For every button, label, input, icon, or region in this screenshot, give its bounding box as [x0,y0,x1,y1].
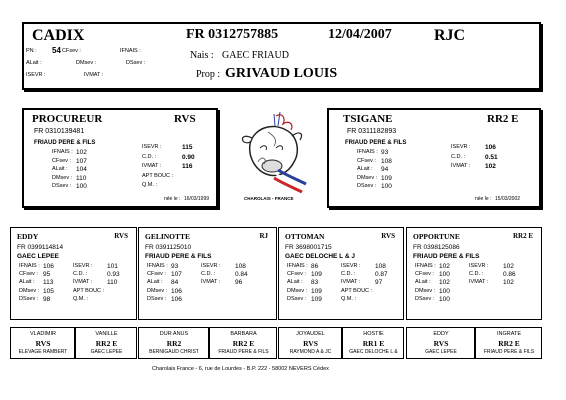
stat-value: 0.93 [107,271,120,279]
stat-label: CFsev : [19,271,38,278]
stat-row [147,264,178,271]
stat-label: IVMAT : [73,279,93,286]
stat-value: 83 [311,279,319,287]
stat-label: DSsev : [357,183,377,189]
dmsev-label: DMsev : [76,60,97,66]
great-grandparent-pair [10,327,137,359]
stat-row [469,272,516,279]
sire-card [22,108,218,208]
stat-label: APT BOUC : [142,172,174,179]
great-grandparent-breeder: GAEC LEPEE [90,349,123,355]
logo-caption: CHAROLAIS - FRANCE [244,196,294,201]
dam-id: FR 0311182893 [347,128,397,135]
stat-row [451,155,498,162]
stat-value: 86 [311,263,319,270]
stat-label: IVMAT : [142,163,162,169]
stat-value: 93 [171,263,179,270]
stat-label: Q.M. : [142,182,157,188]
stat-value: 102 [439,279,450,287]
stat-row [201,264,246,271]
stat-label: IVMAT : [469,279,489,286]
stat-row [415,264,450,271]
stat-value: 116 [182,163,193,170]
great-grandparent-name: VANILLE [95,331,118,337]
stat-row [357,159,392,166]
great-grandparent-cell [11,328,75,358]
stat-row [147,289,182,296]
sire-breeder: FRIAUD PERE & FILS [34,140,96,146]
stat-row [52,150,87,157]
stat-label: CFsev : [415,271,434,278]
stat-row [142,155,195,162]
stat-value: 102 [503,263,514,270]
stat-value: 110 [76,174,87,182]
great-grandparent-name: VLADIMIR [30,331,56,337]
stat-value: 106 [43,263,54,270]
stat-label: Q.M. : [73,295,88,302]
stat-value: 108 [381,157,392,165]
stat-value: 113 [43,279,54,287]
stat-label: DMsev : [415,287,436,294]
prop-label: Prop : [196,69,221,80]
stat-value: 104 [76,166,87,173]
stat-label: ALait : [52,166,68,172]
stat-value: 102 [503,279,514,287]
stat-value: 102 [485,163,496,170]
grandparent-name: GELINOTTE [145,232,191,241]
stat-row [52,176,86,183]
stat-label: IVMAT : [451,163,471,169]
stat-label: IFNAIS : [52,149,73,155]
great-grandparent-cell [209,328,278,358]
stat-row [287,280,318,287]
stat-value: 0.87 [375,271,388,279]
stat-row [287,272,322,279]
great-grandparent-breeder: FRIAUD PERE & FILS [218,349,269,355]
stat-label: ISEVR : [469,263,489,269]
stat-row [142,174,182,180]
stat-value: 100 [381,183,392,190]
stat-value: 97 [375,279,383,287]
great-grandparent-breeder: ELEVAGE RAMBERT [18,349,68,355]
stat-row [19,272,50,279]
stat-value: 0.90 [182,153,195,161]
stat-label: ISEVR : [451,144,471,150]
stat-label: Q.M. : [341,295,356,302]
great-grandparent-code: RR1 E [362,339,385,348]
grandparent-id: FR 0398125086 [413,244,460,251]
stat-label: C.D. : [201,271,216,278]
grandparent-card [10,227,137,320]
stat-row [142,145,193,152]
dam-born-value: 15/03/2002 [495,196,521,202]
report-date: 12/04/2007 [328,27,392,42]
sire-id: FR 0310139481 [34,128,85,135]
animal-name: CADIX [32,27,85,44]
stat-value: 109 [311,295,322,303]
stat-value: 93 [381,149,389,156]
grandparent-code: RJ [259,232,268,240]
stat-label: ALait : [19,279,35,286]
stat-row [415,272,450,279]
great-grandparent-breeder: RAYMOND A & JC [289,349,332,355]
stat-value: 106 [171,287,182,295]
dam-breeder: FRIAUD PERE & FILS [345,140,407,146]
great-grandparent-breeder: GAEC LEPEE [425,349,457,355]
stat-row [341,280,382,287]
stat-value: 108 [235,263,246,270]
stat-row [451,164,496,171]
stat-label: C.D. : [451,153,466,160]
great-grandparent-code: RR2 E [95,339,118,348]
stat-row [147,280,178,287]
stat-row [73,289,107,295]
great-grandparent-breeder: GAEC DELOCHE L & [349,349,398,355]
animal-id: FR 0312757885 [186,27,279,42]
stat-label: DMsev : [19,287,40,294]
stat-label: CFsev : [147,271,166,278]
great-grandparent-name: EDDY [433,331,449,337]
stat-row [52,159,87,166]
stat-label: ISEVR : [73,263,93,269]
prop-value: GRIVAUD LOUIS [225,66,338,81]
stat-value: 0.84 [235,271,248,279]
stat-value: 109 [311,271,322,279]
stat-label: IVMAT : [341,279,361,286]
great-grandparent-pair [278,327,404,359]
nais-value: GAEC FRIAUD [222,50,289,61]
great-grandparent-name: HOSTIE [363,331,384,337]
stat-row [415,297,450,304]
stat-label: IFNAIS : [19,263,40,269]
stat-value: 102 [439,263,450,270]
stat-value: 106 [485,144,496,151]
grandparent-id: FR 0391125010 [145,244,192,251]
stat-row [201,272,248,279]
great-grandparent-cell [279,328,342,358]
alait-label: ALait : [26,60,42,66]
cfsev-label: CFsev : [62,48,81,54]
stat-row [52,184,87,191]
stat-value: 106 [171,295,182,303]
grandparent-breeder: GAEC LEPEE [17,253,59,260]
stat-row [341,289,375,295]
stat-label: C.D. : [142,153,157,160]
great-grandparent-name: BARBARA [230,331,257,337]
nais-label: Nais : [190,50,214,61]
stat-label: ALait : [357,166,373,172]
stat-label: IFNAIS : [147,263,168,269]
stat-row [147,297,182,304]
stat-row [451,145,496,152]
stat-value: 101 [107,263,118,270]
stat-value: 95 [43,271,51,279]
stat-row [19,264,54,271]
grandparent-breeder: FRIAUD PERE & FILS [413,253,480,260]
great-grandparent-cell [342,328,405,358]
great-grandparent-code: RR2 E [232,339,255,348]
sire-name: PROCUREUR [32,113,103,125]
stat-label: CFsev : [52,157,71,164]
stat-value: 108 [375,263,386,270]
stat-label: DMsev : [147,287,168,294]
stat-row [73,297,107,303]
stat-row [19,280,53,287]
stat-value: 102 [76,149,87,156]
charolais-logo [228,104,318,208]
stat-value: 100 [439,295,450,303]
stat-row [73,264,118,271]
stat-label: IFNAIS : [357,149,378,155]
stat-row [52,167,87,174]
stat-row [357,167,388,174]
stat-row [142,164,193,171]
animal-code: RJC [434,27,466,44]
stat-row [357,184,392,191]
ivmat-label: IVMAT : [84,72,104,78]
stat-value: 107 [76,157,87,165]
grandparent-code: RR2 E [512,232,533,240]
stat-label: IFNAIS : [287,263,308,269]
grandparent-card [138,227,277,320]
great-grandparent-name: JOYAUDEL [296,331,325,337]
stat-value: 0.86 [503,271,516,279]
great-grandparent-code: RR2 E [498,339,520,348]
stat-value: 94 [381,166,389,173]
stat-row [287,289,322,296]
stat-label: CFsev : [287,271,306,278]
stat-label: DMsev : [357,174,378,181]
stat-label: APT BOUC : [73,287,105,294]
stat-row [201,280,242,287]
stat-label: C.D. : [341,271,356,278]
great-grandparent-code: RR2 [166,339,182,348]
header-panel [22,22,541,90]
stat-row [287,264,318,271]
stat-value: 98 [43,295,51,303]
stat-row [357,150,388,157]
stat-row [341,272,388,279]
stat-label: ALait : [415,279,431,286]
bull-head-icon [228,104,318,194]
great-grandparent-name: DUR ANUS [159,331,189,337]
isevr-label: ISEVR : [26,72,46,78]
grandparent-code: RVS [114,232,128,240]
stat-row [19,289,54,296]
grandparent-name: EDDY [17,232,39,241]
stat-row [469,280,514,287]
stat-label: ALait : [287,279,303,286]
great-grandparent-cell [475,328,543,358]
sire-born-value: 16/03/1999 [184,196,210,202]
stat-label: IVMAT : [201,279,221,286]
stat-row [19,297,50,304]
stat-value: 107 [171,271,182,279]
stat-label: DSsev : [287,295,307,302]
great-grandparent-pair [406,327,542,359]
grandparent-code: RVS [381,232,395,240]
stat-label: C.D. : [73,271,88,278]
sire-code: RVS [174,113,196,125]
stat-label: ISEVR : [142,144,162,150]
stat-value: 115 [182,144,193,151]
dam-born-label: née le : [475,196,492,202]
great-grandparent-pair [138,327,277,359]
stat-label: DSsev : [19,295,39,302]
stat-label: ISEVR : [201,263,221,269]
stat-value: 0.51 [485,153,498,161]
stat-row [73,272,120,279]
stat-label: DSsev : [415,295,435,302]
stat-value: 100 [439,287,450,295]
stat-label: DSsev : [147,295,167,302]
stat-row [469,264,514,271]
great-grandparent-cell [407,328,475,358]
stat-row [341,297,375,303]
great-grandparent-name: INGRATE [496,331,522,337]
great-grandparent-code: RVS [35,339,51,348]
stat-row [341,264,386,271]
dam-card [327,108,541,208]
stat-row [142,183,182,189]
stat-label: DMsev : [287,287,308,294]
grandparent-breeder: FRIAUD PERE & FILS [145,253,212,260]
ifnais-label: IFNAIS : [120,48,141,54]
stat-label: ISEVR : [341,263,361,269]
footer-address: Charolais France - 6, rue de Lourdes - B.P. 222 - 58002 NEVERS Cédex [152,366,329,372]
stat-row [147,272,182,279]
grandparent-name: OTTOMAN [285,232,325,241]
stat-label: DSsev : [52,183,72,189]
great-grandparent-code: RVS [433,339,449,348]
stat-value: 110 [107,279,118,287]
stat-value: 100 [439,271,450,279]
grandparent-name: OPPORTUNE [413,232,460,241]
stat-row [415,289,450,296]
dam-name: TSIGANE [343,113,393,125]
pn-value: 54 [52,46,61,55]
grandparent-card [406,227,542,320]
pn-label: PN : [26,48,37,54]
stat-value: 109 [311,287,322,295]
dam-code: RR2 E [487,113,519,125]
dsev-label: DSsev : [126,60,146,66]
stat-label: DMsev : [52,174,73,181]
stat-row [357,176,392,183]
stat-value: 84 [171,279,179,287]
great-grandparent-breeder: FRIAUD PERE & FILS [483,349,535,355]
sire-born-label: née le : [164,196,181,202]
stat-value: 96 [235,279,243,287]
grandparent-id: FR 3698001715 [285,244,332,251]
stat-value: 100 [76,183,87,190]
great-grandparent-cell [75,328,138,358]
stat-label: IFNAIS : [415,263,436,269]
grandparent-card [278,227,404,320]
stat-label: ALait : [147,279,163,286]
great-grandparent-code: RVS [303,339,318,348]
grandparent-id: FR 0399114814 [17,244,64,251]
stat-label: C.D. : [469,271,484,278]
great-grandparent-breeder: BERNIGAUD CHRIST [149,349,199,355]
stat-label: APT BOUC : [341,287,373,294]
stat-row [73,280,117,287]
stat-row [415,280,450,287]
stat-value: 105 [43,287,54,295]
grandparent-breeder: GAEC DELOCHE L & J [285,253,355,260]
stat-label: CFsev : [357,157,376,164]
stat-row [287,297,322,304]
stat-value: 109 [381,174,392,182]
great-grandparent-cell [139,328,209,358]
